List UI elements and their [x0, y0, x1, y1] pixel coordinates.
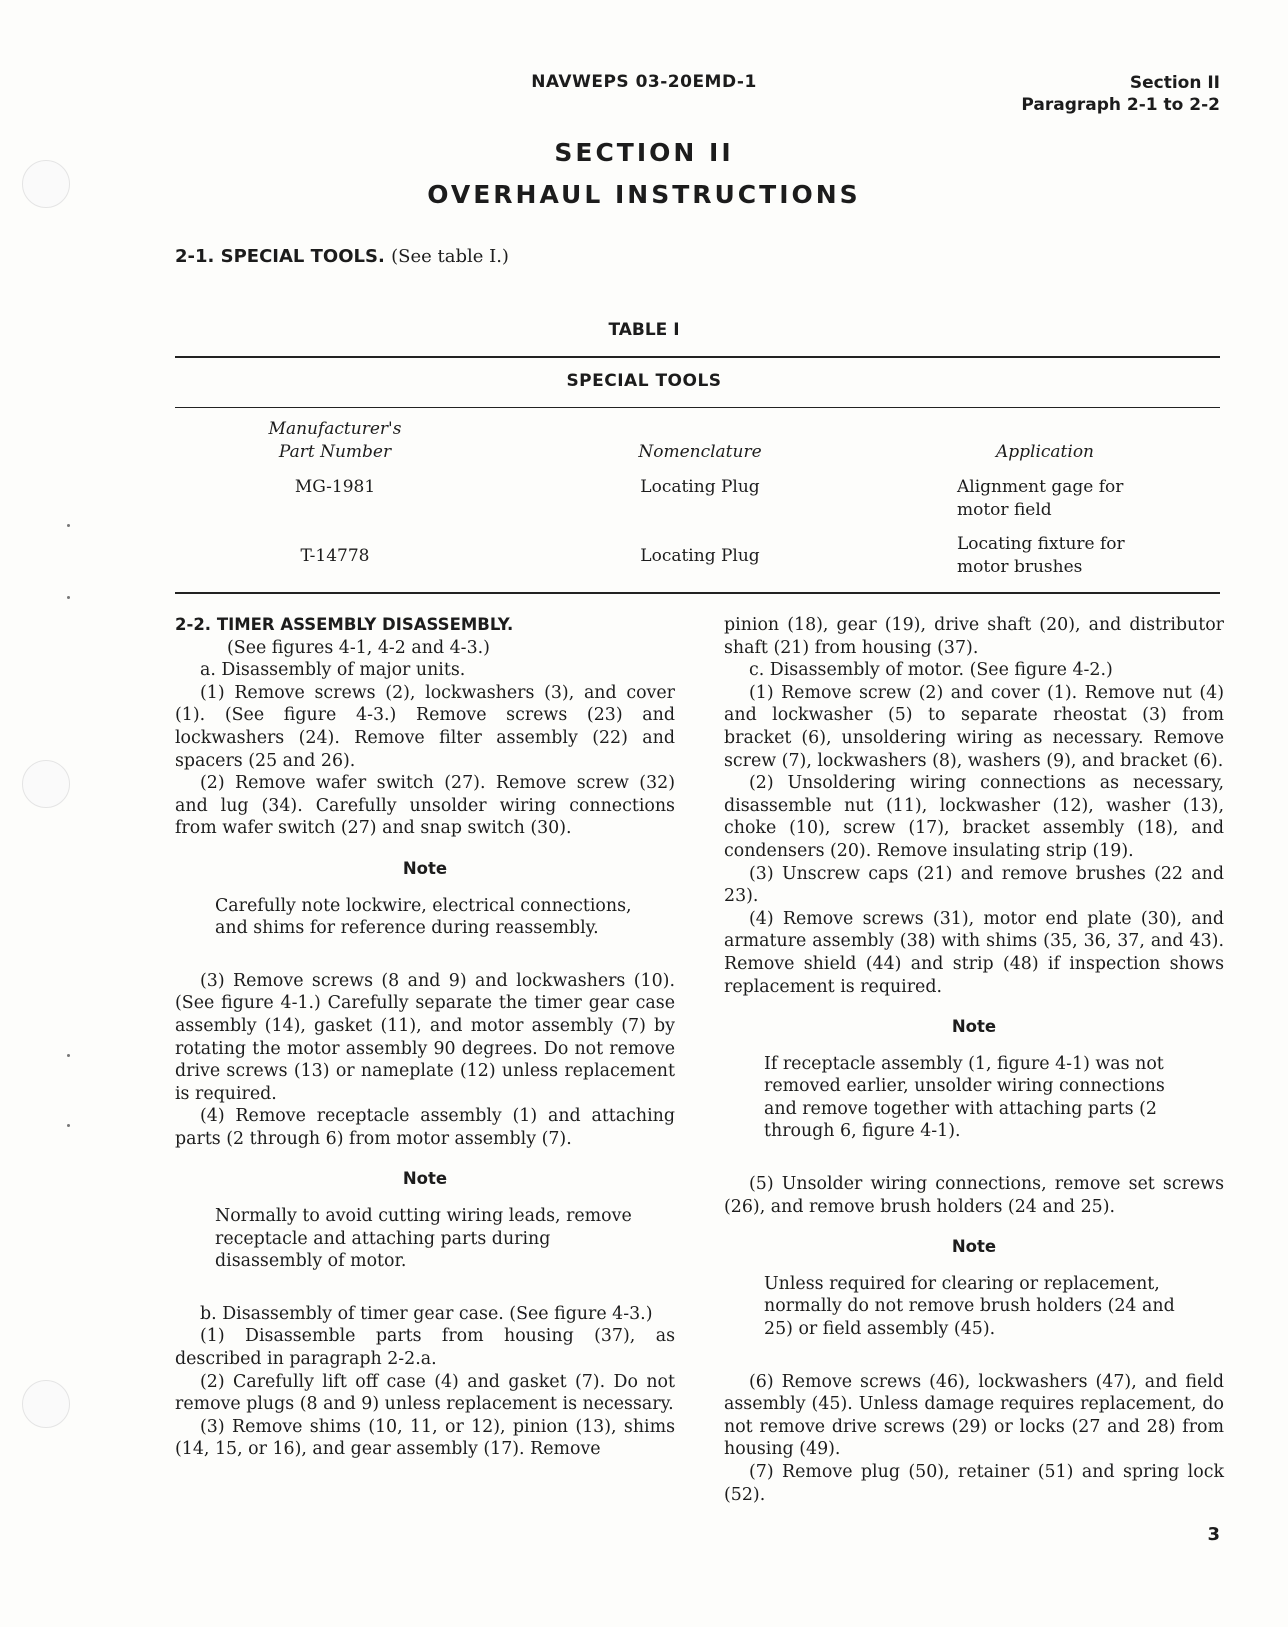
binder-hole	[22, 1380, 70, 1428]
page-number: 3	[1207, 1524, 1220, 1545]
document-number: NAVWEPS 03-20EMD-1	[531, 72, 757, 92]
note-title: Note	[402, 858, 448, 878]
note-body: Carefully note lockwire, electrical connections, and shims for reference during reassembly.	[215, 895, 632, 939]
step: (2) Remove wafer switch (27). Remove screw (32) and lug (34). Carefully unsolder wiring connections from wafer switch (27) and snap switch (30).	[175, 773, 675, 839]
step: (1) Remove screw (2) and cover (1). Remove nut (4) and lockwasher (5) to separate rheostat (3) from bracket (6), unsoldering wiring as necessary. Remove screw (7), lockwashers (8), washers (9), and bracket (6).	[724, 682, 1224, 771]
margin-mark	[67, 1054, 70, 1057]
note-title: Note	[402, 1169, 448, 1189]
step: (3) Remove shims (10, 11, or 12), pinion (13), shims (14, 15, or 16), and gear assembly (17). Remove	[175, 1416, 675, 1460]
note-title: Note	[951, 1237, 997, 1257]
table-cell-nomenclature: Locating Plug	[640, 546, 760, 566]
step: (4) Remove receptacle assembly (1) and attaching parts (2 through 6) from motor assembly (7).	[175, 1106, 675, 1149]
step: (7) Remove plug (50), retainer (51) and spring lock (52).	[724, 1462, 1224, 1505]
column-header-application: Application	[995, 442, 1095, 462]
paragraph-ref: Paragraph 2-1 to 2-2	[1021, 95, 1220, 115]
step: (3) Unscrew caps (21) and remove brushes (22 and 23).	[724, 863, 1224, 907]
table-header-rule	[175, 407, 1220, 408]
table-title: SPECIAL TOOLS	[566, 371, 722, 391]
binder-hole	[22, 760, 70, 808]
note-body: If receptacle assembly (1, figure 4-1) was not removed earlier, unsolder wiring connections and remove together with attaching parts (2 through 6, figure 4-1).	[764, 1053, 1165, 1142]
table-cell-part-number: T-14778	[300, 546, 370, 566]
step: (6) Remove screws (46), lockwashers (47), and field assembly (45). Unless damage requires replacement, do not remove drive screws (29) or locks (27 and 28) from housing (49).	[724, 1371, 1224, 1460]
section-subtitle: OVERHAUL INSTRUCTIONS	[427, 180, 861, 209]
table-top-rule	[175, 356, 1220, 358]
table-bottom-rule	[175, 592, 1220, 594]
step: (2) Carefully lift off case (4) and gasket (7). Do not remove plugs (8 and 9) unless replacement is necessary.	[175, 1371, 675, 1415]
right-column	[724, 614, 1224, 1506]
note-title: Note	[951, 1017, 997, 1037]
left-column	[175, 614, 675, 1461]
margin-mark	[67, 1124, 70, 1127]
section-reference	[1021, 72, 1220, 116]
column-header-nomenclature: Nomenclature	[638, 442, 762, 462]
step: (1) Disassemble parts from housing (37), as described in paragraph 2-2.a.	[175, 1326, 675, 1370]
step: (2) Unsoldering wiring connections as necessary, disassemble nut (11), lockwasher (12), washer (13), choke (10), screw (17), bracket assembly (18), and condensers (20). Remove insulating strip (19).	[724, 773, 1224, 861]
section-ref: Section II	[1129, 73, 1220, 93]
step: (1) Remove screws (2), lockwashers (3), and cover (1). (See figure 4-3.) Remove screws (23) and lockwashers (24). Remove filter assembly (22) and spacers (25 and 26).	[175, 682, 675, 771]
special-tools-ref: (See table I.)	[391, 246, 509, 267]
step-continued: pinion (18), gear (19), drive shaft (20), and distributor shaft (21) from housing (37).	[724, 615, 1224, 658]
table-cell-application: Alignment gage for motor field	[957, 477, 1124, 520]
margin-mark	[67, 524, 70, 527]
note-body: Normally to avoid cutting wiring leads, remove receptacle and attaching parts during disassembly of motor.	[215, 1206, 632, 1272]
section-title: SECTION II	[554, 138, 734, 167]
step-title: c. Disassembly of motor. (See figure 4-2.)	[749, 660, 1113, 681]
table-cell-application: Locating fixture for motor brushes	[957, 534, 1125, 577]
table-cell-nomenclature: Locating Plug	[640, 477, 760, 497]
step: (3) Remove screws (8 and 9) and lockwashers (10). (See figure 4-1.) Carefully separate the timer gear case assembly (14), gasket (11), and motor assembly (7) by rotating the motor assembly 90 degrees. Do not remove drive screws (13) or nameplate (12) unless replacement is required.	[175, 970, 675, 1104]
margin-mark	[67, 596, 70, 599]
step: (4) Remove screws (31), motor end plate (30), and armature assembly (38) with shims (35, 36, 37, and 43). Remove shield (44) and strip (48) if inspection shows replacement is required.	[724, 908, 1224, 997]
step-title: b. Disassembly of timer gear case. (See figure 4-3.)	[200, 1303, 653, 1324]
paragraph-heading: 2-2. TIMER ASSEMBLY DISASSEMBLY.	[175, 615, 514, 634]
special-tools-heading	[175, 246, 509, 267]
special-tools-label: 2-1. SPECIAL TOOLS.	[175, 246, 385, 267]
paragraph-heading-ref: (See figures 4-1, 4-2 and 4-3.)	[227, 637, 490, 658]
step: (5) Unsolder wiring connections, remove set screws (26), and remove brush holders (24 and 25).	[724, 1174, 1224, 1217]
column-header-part-number: Manufacturer's Part Number	[268, 419, 402, 462]
table-cell-part-number: MG-1981	[294, 477, 376, 497]
note-body: Unless required for clearing or replacement, normally do not remove brush holders (24 and 25) or field assembly (45).	[764, 1273, 1175, 1340]
table-caption: TABLE I	[608, 320, 680, 340]
step-title: a. Disassembly of major units.	[200, 660, 466, 681]
